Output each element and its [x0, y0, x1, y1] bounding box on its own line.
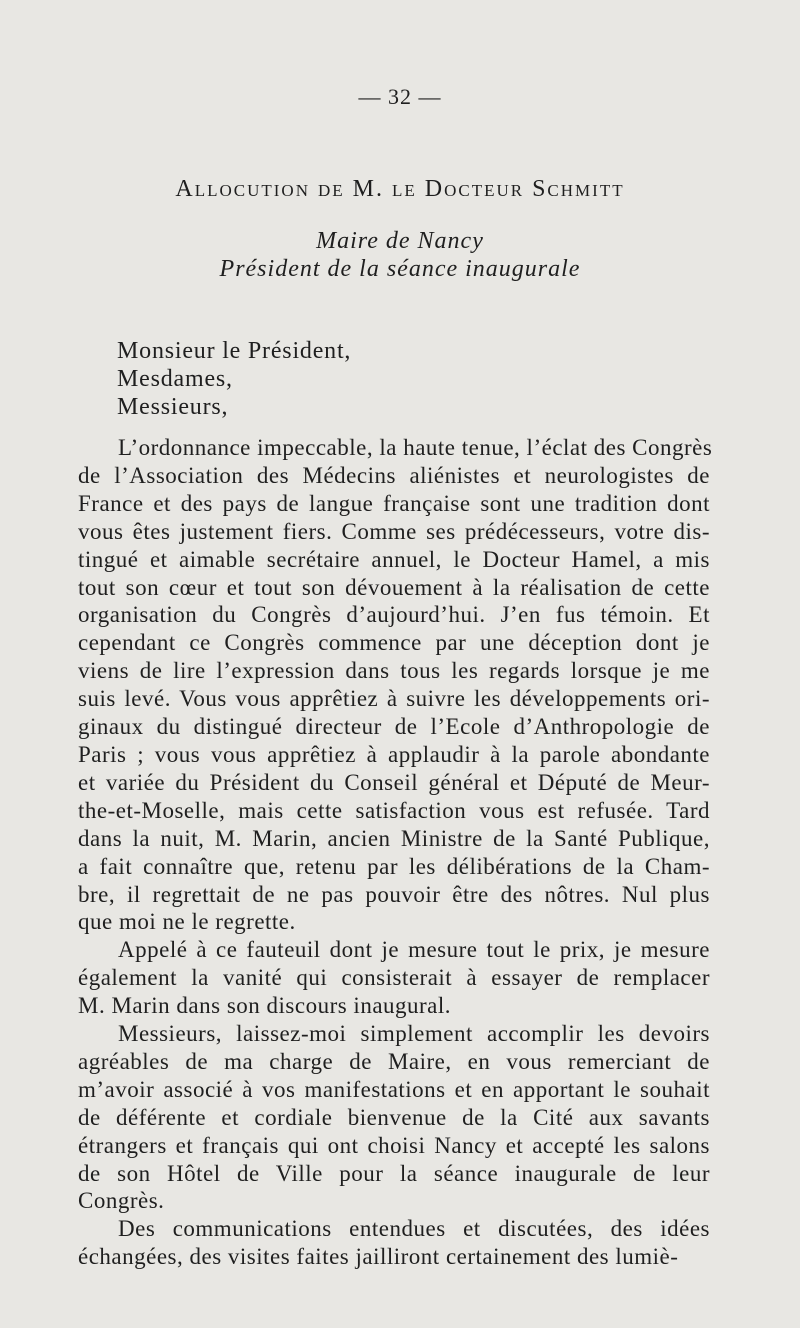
subtitle-mayor: Maire de Nancy: [316, 228, 484, 254]
subtitle-president: Président de la séance inaugurale: [219, 256, 581, 282]
text-line: et variée du Président du Conseil général et Député de Meur-: [78, 769, 710, 795]
text-line: Appelé à ce fauteuil dont je mesure tout le prix, je mesure: [118, 937, 710, 963]
text-line: vous êtes justement fiers. Comme ses prédécesseurs, votre dis-: [78, 518, 710, 544]
text-line: a fait connaître que, retenu par les délibérations de la Cham-: [78, 853, 710, 879]
page-title: Allocution de M. le Docteur Schmitt: [175, 176, 625, 202]
body-text: [78, 434, 713, 1271]
paragraph: [78, 936, 710, 1020]
text-line: M. Marin dans son discours inaugural.: [78, 993, 452, 1019]
text-line: L’ordonnance impeccable, la haute tenue, l’éclat des Congrès: [118, 435, 713, 460]
text-line: que moi ne le regrette.: [78, 909, 296, 935]
text-line: étrangers et français qui ont choisi Nancy et accepté les salons: [78, 1132, 710, 1158]
text-line: cependant ce Congrès commence par une déception dont je: [78, 630, 710, 656]
text-line: ginaux du distingué directeur de l’Ecole d’Anthropologie de: [78, 714, 710, 740]
paragraph: [78, 1215, 710, 1271]
text-line: Des communications entendues et discutées, des idées: [118, 1216, 710, 1242]
paragraph: [78, 434, 713, 936]
text-line: de son Hôtel de Ville pour la séance inaugurale de leur: [78, 1160, 710, 1186]
text-line: Paris ; vous vous apprêtiez à applaudir à la parole abondante: [78, 741, 710, 767]
salutation-line: Mesdames,: [117, 366, 233, 392]
text-line: tingué et aimable secrétaire annuel, le Docteur Hamel, a mis: [78, 546, 710, 572]
text-line: tout son cœur et tout son dévouement à la réalisation de cette: [78, 574, 710, 600]
text-line: agréables de ma charge de Maire, en vous remerciant de: [78, 1048, 710, 1074]
text-line: suis levé. Vous vous apprêtiez à suivre les développements ori-: [78, 686, 710, 712]
text-line: échangées, des visites faites jailliront certainement des lumiè-: [78, 1244, 679, 1270]
text-line: the-et-Moselle, mais cette satisfaction vous est refusée. Tard: [78, 797, 710, 823]
text-line: également la vanité qui consisterait à essayer de remplacer: [78, 965, 710, 991]
text-line: organisation du Congrès d’aujourd’hui. J’en fus témoin. Et: [78, 602, 710, 628]
salutation-line: Messieurs,: [117, 394, 229, 420]
text-line: dans la nuit, M. Marin, ancien Ministre de la Santé Publique,: [78, 825, 710, 851]
text-line: viens de lire l’expression dans tous les regards lorsque je me: [78, 658, 710, 684]
text-line: Messieurs, laissez-moi simplement accomplir les devoirs: [118, 1021, 710, 1047]
text-line: de déférente et cordiale bienvenue de la Cité aux savants: [78, 1104, 710, 1130]
text-line: bre, il regrettait de ne pas pouvoir être des nôtres. Nul plus: [78, 881, 710, 907]
salutation-line: Monsieur le Président,: [117, 338, 352, 364]
text-line: m’avoir associé à vos manifestations et en apportant le souhait: [78, 1076, 710, 1102]
text-line: France et des pays de langue française sont une tradition dont: [78, 490, 710, 516]
paragraph: [78, 1020, 710, 1215]
text-line: de l’Association des Médecins aliénistes et neurologistes de: [78, 462, 710, 488]
text-line: Congrès.: [78, 1188, 165, 1214]
page-number: — 32 —: [358, 84, 442, 109]
